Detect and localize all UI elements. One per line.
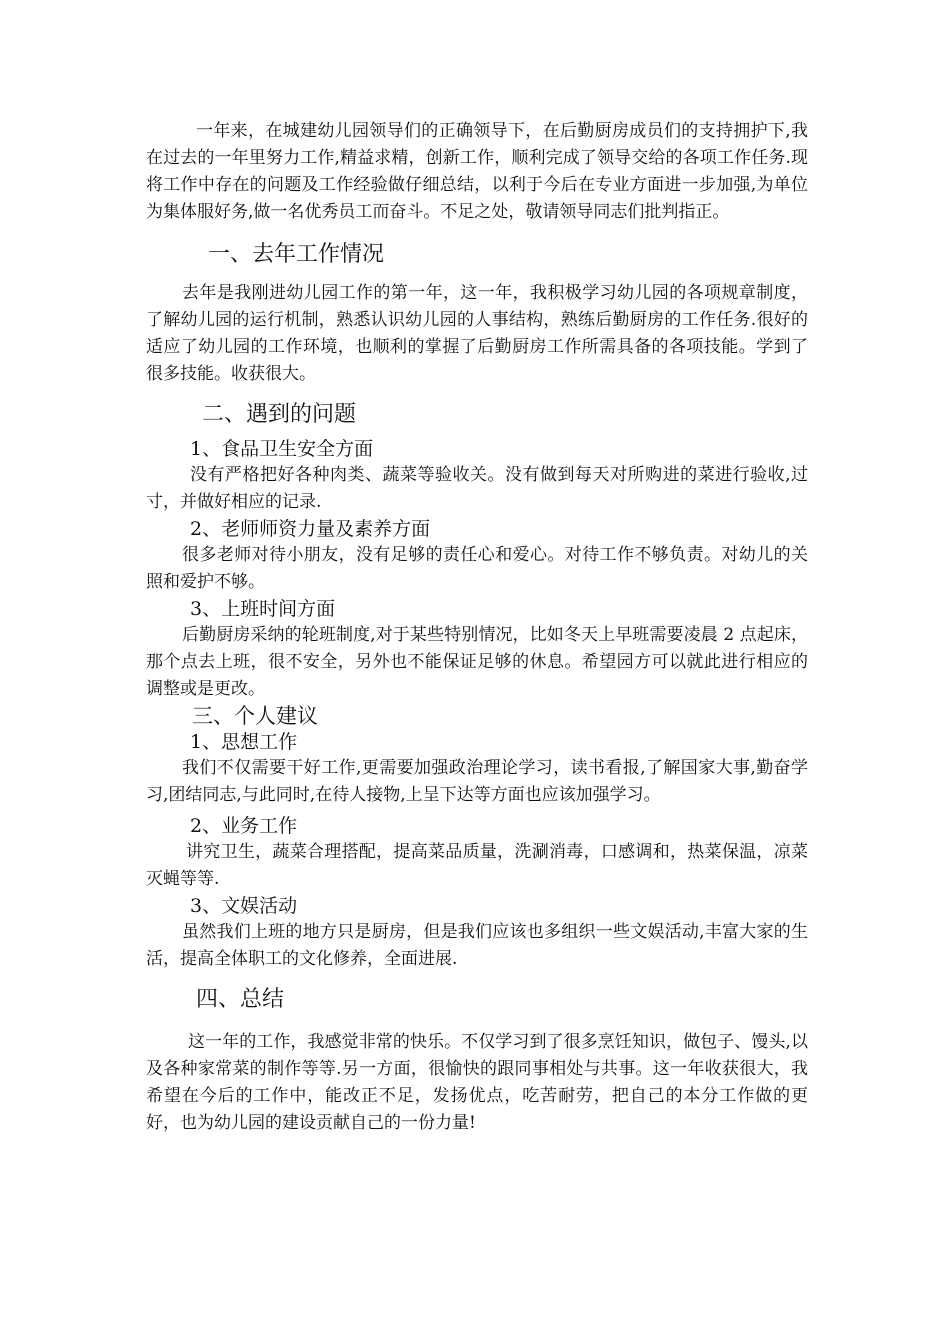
section-2-item-2-paragraph: 很多老师对待小朋友，没有足够的责任心和爱心。对待工作不够负责。对幼儿的关照和爱护不够。 — [146, 545, 808, 592]
section-1-paragraph: 去年是我刚进幼儿园工作的第一年，这一年，我积极学习幼儿园的各项规章制度，了解幼儿园的运行机制，熟悉认识幼儿园的人事结构，熟练后勤厨房的工作任务.很好的适应了幼儿园的工作环境，也顺利的掌握了后勤厨房工作所需具备的各项技能。学到了很多技能。收获很大。 — [146, 283, 808, 384]
section-2-item-1-title: 1、食品卫生安全方面 — [190, 438, 374, 460]
section-1-heading: 一、去年工作情况 — [208, 242, 385, 267]
section-2-heading: 二、遇到的问题 — [202, 402, 357, 427]
section-3-item-1-title: 1、思想工作 — [190, 731, 298, 753]
section-2-item-3-paragraph: 后勤厨房采纳的轮班制度,对于某些特别情况，比如冬天上早班需要凌晨 2 点起床，那个点去上班，很不安全，另外也不能保证足够的休息。希望园方可以就此进行相应的调整或是更改。 — [146, 625, 808, 699]
section-4-heading: 四、总结 — [196, 987, 285, 1012]
section-3-item-2-title: 2、业务工作 — [190, 815, 298, 837]
section-3-item-1-paragraph: 我们不仅需要干好工作,更需要加强政治理论学习，读书看报,了解国家大事,勤奋学习,团结同志,与此同时,在待人接物,上呈下达等方面也应该加强学习。 — [146, 758, 808, 805]
section-4-paragraph: 这一年的工作，我感觉非常的快乐。不仅学习到了很多烹饪知识，做包子、馒头,以及各种家常菜的制作等等.另一方面，很愉快的跟同事相处与共事。这一年收获很大，我希望在今后的工作中，能改正不足，发扬优点，吃苦耐劳，把自己的本分工作做的更好，也为幼儿园的建设贡献自己的一份力量! — [146, 1032, 808, 1133]
section-2-item-2-title: 2、老师师资力量及素养方面 — [190, 518, 431, 540]
document-body — [146, 118, 808, 1137]
section-3-item-3-title: 3、文娱活动 — [190, 895, 298, 917]
section-3-item-2-paragraph: 讲究卫生，蔬菜合理搭配，提高菜品质量，洗涮消毒，口感调和，热菜保温，凉菜灭蝇等等. — [146, 842, 808, 889]
section-2-item-3-title: 3、上班时间方面 — [190, 598, 336, 620]
section-2-item-1-paragraph: 没有严格把好各种肉类、蔬菜等验收关。没有做到每天对所购进的菜进行验收,过寸，并做好相应的记录. — [146, 465, 808, 512]
section-3-heading: 三、个人建议 — [192, 704, 318, 728]
intro-paragraph: 一年来，在城建幼儿园领导们的正确领导下，在后勤厨房成员们的支持拥护下,我在过去的一年里努力工作,精益求精，创新工作，顺利完成了领导交给的各项工作任务.现将工作中存在的问题及工作经验做仔细总结，以利于今后在专业方面进一步加强,为单位为集体服好务,做一名优秀员工而奋斗。不足之处，敬请领导同志们批判指正。 — [146, 121, 808, 222]
section-3-item-3-paragraph: 虽然我们上班的地方只是厨房，但是我们应该也多组织一些文娱活动,丰富大家的生活，提高全体职工的文化修养，全面进展. — [146, 922, 808, 969]
